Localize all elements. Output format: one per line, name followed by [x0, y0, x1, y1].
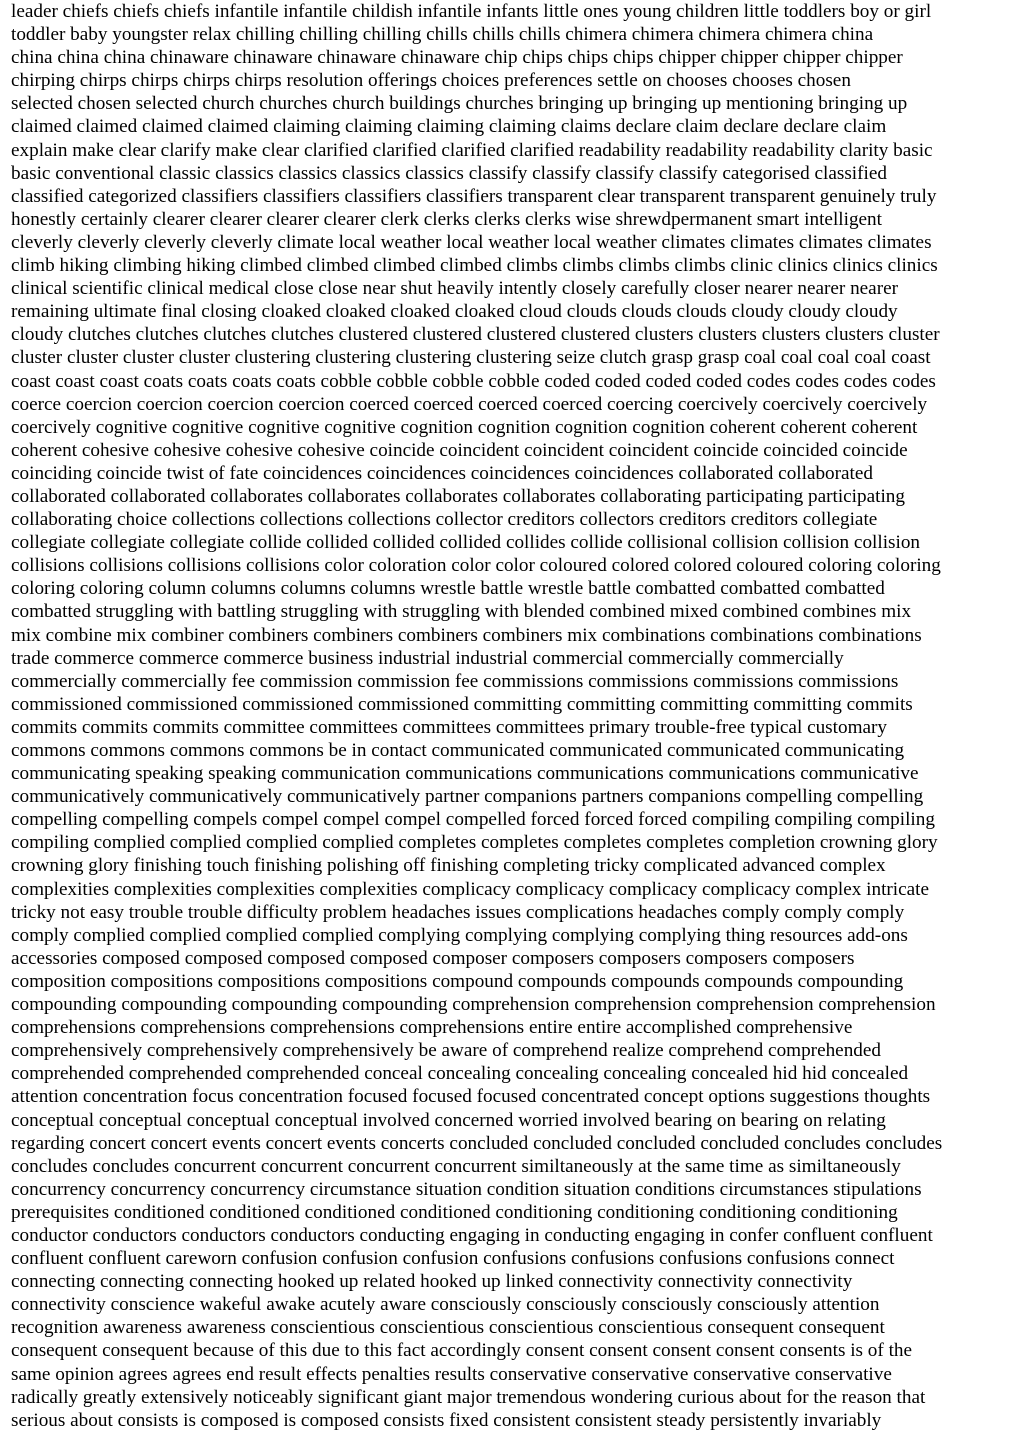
text-line: connectivity conscience wakeful awake acutely aware consciously consciously consciously consciously attention — [11, 1294, 880, 1316]
text-line: coinciding coincide twist of fate coincidences coincidences coincidences coincidences collaborated collaborated — [11, 462, 873, 484]
text-line: commissioned commissioned commissioned commissioned committing committing committing committing commits — [11, 693, 913, 715]
text-line: collaborated collaborated collaborates collaborates collaborates collaborates collaborating participating participating — [11, 485, 905, 507]
text-line: consequent consequent because of this due to this fact accordingly consent consent consent consent consents is of the — [11, 1340, 913, 1362]
text-line: classified categorized classifiers classifiers classifiers classifiers transparent clear transparent transparent genuinely truly — [11, 185, 937, 207]
text-line: serious about consists is composed is composed consists fixed consistent consistent steady persistently invariably — [11, 1409, 882, 1431]
text-line: coerce coercion coercion coercion coercion coerced coerced coerced coerced coercing coercively coercively coercively — [11, 393, 928, 415]
text-line: confluent confluent careworn confusion confusion confusion confusions confusions confusions confusions connect — [11, 1248, 895, 1270]
text-line: coloring coloring column columns columns columns wrestle battle wrestle battle combatted combatted combatted — [11, 578, 885, 600]
text-line: comprehensively comprehensively comprehensively be aware of comprehend realize comprehend comprehended — [11, 1040, 881, 1062]
text-line: compounding compounding compounding compounding comprehension comprehension comprehension comprehension — [11, 994, 936, 1016]
text-line: attention concentration focus concentration focused focused focused concentrated concept options suggestions thoughts — [11, 1086, 931, 1108]
text-line: commons commons commons commons be in contact communicated communicated communicated communicating — [11, 740, 905, 761]
text-line: crowning glory finishing touch finishing polishing off finishing completing tricky complicated advanced complex — [11, 855, 886, 877]
text-line: concurrency concurrency concurrency circumstance situation condition situation conditions circumstances stipulations — [11, 1178, 922, 1200]
text-line: connecting connecting connecting hooked up related hooked up linked connectivity connectivity connectivity — [11, 1271, 853, 1293]
text-line: remaining ultimate final closing cloaked cloaked cloaked cloaked cloud clouds clouds clouds cloudy cloudy cloudy — [11, 301, 898, 323]
text-line: complexities complexities complexities complexities complicacy complicacy complicacy complicacy complex intricate — [11, 878, 930, 900]
text-line: conceptual conceptual conceptual conceptual involved concerned worried involved bearing on bearing on relating — [11, 1109, 886, 1131]
text-line: clinical scientific clinical medical close close near shut heavily intently closely carefully closer nearer nearer nearer — [11, 278, 898, 300]
text-line: coercively cognitive cognitive cognitive cognitive cognition cognition cognition cognition coherent coherent coherent — [11, 416, 918, 438]
text-line: regarding concert concert events concert events concerts concluded concluded concluded concluded concludes concludes — [11, 1132, 943, 1154]
text-line: trade commerce commerce commerce business industrial industrial commercial commercially commercially — [11, 647, 844, 669]
text-line: explain make clear clarify make clear clarified clarified clarified clarified readability readability readability clarity basic — [11, 139, 933, 161]
text-line: leader chiefs chiefs chiefs infantile infantile childish infantile infants little ones young children little toddlers boy or girl — [11, 1, 932, 22]
text-line: climb hiking climbing hiking climbed climbed climbed climbed climbs climbs climbs climbs clinic clinics clinics clinics — [11, 255, 938, 277]
text-line: coast coast coast coats coats coats coats cobble cobble cobble cobble coded coded coded coded codes codes codes codes — [11, 370, 936, 392]
text-line: collisions collisions collisions collisions color coloration color color coloured colored colored coloured coloring coloring — [11, 555, 941, 577]
text-line: radically greatly extensively noticeably significant giant major tremendous wondering curious about for the reason that — [11, 1386, 926, 1408]
text-line: cleverly cleverly cleverly cleverly climate local weather local weather local weather climates climates climates climates — [11, 231, 932, 253]
text-line: composition compositions compositions compositions compound compounds compounds compounds compounding — [11, 970, 904, 992]
text-line: comprehended comprehended comprehended conceal concealing concealing concealing concealed hid hid concealed — [11, 1063, 909, 1085]
text-line: mix combine mix combiner combiners combiners combiners combiners mix combinations combinations combinations — [11, 624, 922, 646]
text-line: basic conventional classic classics classics classics classics classify classify classify classify categorised classified — [11, 162, 887, 184]
text-line: concludes concludes concurrent concurrent concurrent concurrent similtaneously at the same time as similtaneously — [11, 1155, 901, 1177]
text-line: communicating speaking speaking communication communications communications communications communicative — [11, 763, 919, 785]
text-line: recognition awareness awareness conscientious conscientious conscientious conscientious consequent consequent — [11, 1317, 885, 1339]
text-line: coherent cohesive cohesive cohesive cohesive coincide coincident coincident coincident coincide coincided coincide — [11, 439, 908, 461]
text-line: china china china chinaware chinaware chinaware chinaware chip chips chips chips chipper chipper chipper chipper — [11, 47, 903, 69]
text-line: comply complied complied complied complied complying complying complying complying thing resources add-ons — [11, 924, 908, 946]
text-line: chirping chirps chirps chirps chirps resolution offerings choices preferences settle on chooses chooses chosen — [11, 70, 851, 92]
text-line: cloudy clutches clutches clutches clutches clustered clustered clustered clustered clusters clusters clusters clusters cluster — [11, 324, 940, 346]
text-line: combatted struggling with battling struggling with struggling with blended combined mixed combined combines mix — [11, 601, 912, 623]
text-line: commits commits commits committee committees committees committees primary trouble-free typical customary — [11, 716, 888, 738]
text-line: honestly certainly clearer clearer clearer clearer clerk clerks clerks clerks wise shrewdpermanent smart intelligent — [11, 208, 882, 230]
text-line: communicatively communicatively communicatively partner companions partners companions compelling compelling — [11, 786, 924, 808]
text-line: tricky not easy trouble trouble difficulty problem headaches issues complications headaches comply comply comply — [11, 901, 905, 923]
text-line: compiling complied complied complied complied completes completes completes completes completion crowning glory — [11, 832, 938, 854]
text-line: prerequisites conditioned conditioned conditioned conditioned conditioning conditioning conditioning conditioning — [11, 1201, 898, 1223]
document-body-text — [11, 0, 1018, 1432]
text-line: cluster cluster cluster cluster clustering clustering clustering clustering seize clutch grasp grasp coal coal coal coal coast — [11, 347, 931, 369]
text-line: accessories composed composed composed composed composer composers composers composers composers — [11, 947, 855, 969]
text-line: collaborating choice collections collections collections collector creditors collectors creditors creditors collegiate — [11, 509, 878, 531]
text-line: claimed claimed claimed claimed claiming claiming claiming claiming claims declare claim declare declare claim — [11, 116, 887, 138]
text-line: comprehensions comprehensions comprehensions comprehensions entire entire accomplished comprehensive — [11, 1017, 853, 1039]
text-line: toddler baby youngster relax chilling chilling chilling chills chills chills chimera chimera chimera chimera china — [11, 24, 874, 46]
text-line: collegiate collegiate collegiate collide collided collided collided collides collide collisional collision collision collision — [11, 532, 921, 554]
text-line: commercially commercially fee commission commission fee commissions commissions commissions commissions — [11, 670, 899, 692]
text-line: compelling compelling compels compel compel compel compelled forced forced forced compiling compiling compiling — [11, 809, 935, 831]
text-line: selected chosen selected church churches church buildings churches bringing up bringing up mentioning bringing up — [11, 93, 908, 115]
text-line: same opinion agrees agrees end result effects penalties results conservative conservative conservative conservative — [11, 1363, 892, 1385]
text-line: conductor conductors conductors conductors conducting engaging in conducting engaging in confer confluent confluent — [11, 1224, 933, 1246]
